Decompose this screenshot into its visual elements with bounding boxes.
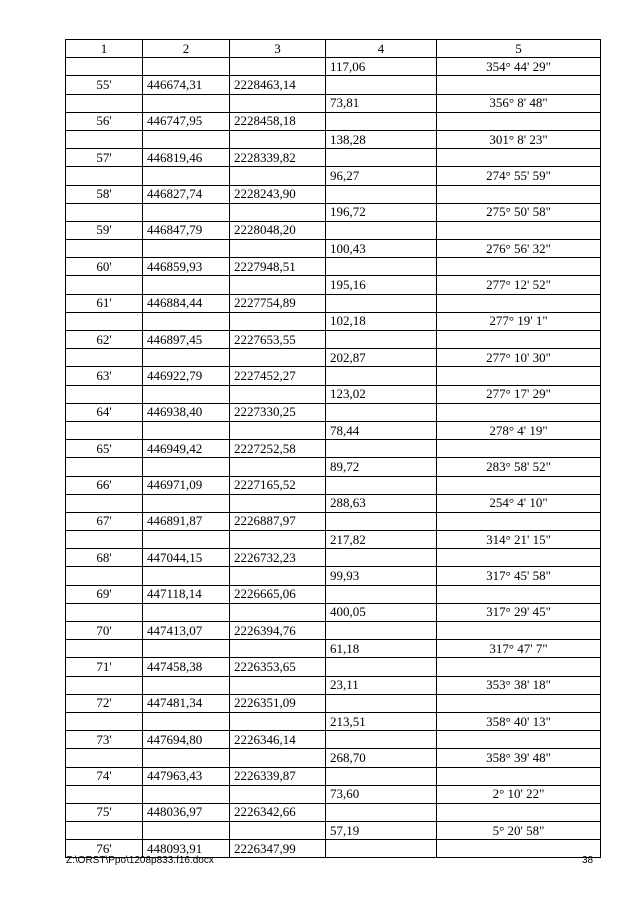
y-coordinate-cell: [230, 167, 326, 185]
bearing-cell: 317° 45' 58": [437, 567, 601, 585]
bearing-cell: 277° 17' 29": [437, 385, 601, 403]
x-coordinate-cell: 446827,74: [143, 185, 230, 203]
point-cell: [66, 349, 143, 367]
bearing-cell: [437, 76, 601, 94]
point-cell: [66, 494, 143, 512]
y-coordinate-cell: [230, 567, 326, 585]
bearing-cell: 283° 58' 52": [437, 458, 601, 476]
table-row: [66, 494, 601, 512]
table-row: [66, 167, 601, 185]
table-row: [66, 94, 601, 112]
bearing-cell: 353° 38' 18": [437, 676, 601, 694]
distance-cell: 123,02: [326, 385, 437, 403]
table-row: [66, 694, 601, 712]
point-cell: 75': [66, 803, 143, 821]
y-coordinate-cell: 2227653,55: [230, 331, 326, 349]
x-coordinate-cell: 446674,31: [143, 76, 230, 94]
distance-cell: 213,51: [326, 712, 437, 730]
bearing-cell: 275° 50' 58": [437, 203, 601, 221]
distance-cell: 57,19: [326, 822, 437, 840]
column-header-bearing: 5: [437, 40, 601, 58]
point-cell: 59': [66, 221, 143, 239]
table-row: [66, 585, 601, 603]
distance-cell: 89,72: [326, 458, 437, 476]
x-coordinate-cell: [143, 312, 230, 330]
x-coordinate-cell: 446884,44: [143, 294, 230, 312]
page-number: 38: [582, 855, 594, 866]
x-coordinate-cell: [143, 640, 230, 658]
distance-cell: [326, 694, 437, 712]
distance-cell: 196,72: [326, 203, 437, 221]
distance-cell: [326, 731, 437, 749]
bearing-cell: [437, 694, 601, 712]
y-coordinate-cell: [230, 130, 326, 148]
bearing-cell: [437, 512, 601, 530]
table-row: [66, 203, 601, 221]
y-coordinate-cell: [230, 94, 326, 112]
distance-cell: [326, 221, 437, 239]
bearing-cell: 5° 20' 58": [437, 822, 601, 840]
y-coordinate-cell: [230, 749, 326, 767]
x-coordinate-cell: [143, 58, 230, 76]
point-cell: 64': [66, 403, 143, 421]
table-row: [66, 458, 601, 476]
point-cell: [66, 785, 143, 803]
x-coordinate-cell: 446971,09: [143, 476, 230, 494]
x-coordinate-cell: 446859,93: [143, 258, 230, 276]
x-coordinate-cell: 446747,95: [143, 112, 230, 130]
x-coordinate-cell: [143, 603, 230, 621]
x-coordinate-cell: 446891,87: [143, 512, 230, 530]
table-row: [66, 185, 601, 203]
y-coordinate-cell: [230, 385, 326, 403]
x-coordinate-cell: 447118,14: [143, 585, 230, 603]
bearing-cell: 276° 56' 32": [437, 240, 601, 258]
y-coordinate-cell: 2226351,09: [230, 694, 326, 712]
point-cell: 67': [66, 512, 143, 530]
x-coordinate-cell: [143, 785, 230, 803]
table-header-row: [66, 40, 601, 58]
distance-cell: 195,16: [326, 276, 437, 294]
distance-cell: 73,81: [326, 94, 437, 112]
x-coordinate-cell: [143, 130, 230, 148]
y-coordinate-cell: 2226732,23: [230, 549, 326, 567]
bearing-cell: [437, 549, 601, 567]
bearing-cell: [437, 294, 601, 312]
bearing-cell: 278° 4' 19": [437, 421, 601, 439]
distance-cell: 217,82: [326, 531, 437, 549]
x-coordinate-cell: [143, 167, 230, 185]
table-row: [66, 676, 601, 694]
distance-cell: [326, 840, 437, 858]
point-cell: 55': [66, 76, 143, 94]
table-row: [66, 712, 601, 730]
y-coordinate-cell: [230, 349, 326, 367]
distance-cell: [326, 403, 437, 421]
point-cell: [66, 676, 143, 694]
x-coordinate-cell: [143, 94, 230, 112]
bearing-cell: 317° 29' 45": [437, 603, 601, 621]
bearing-cell: [437, 403, 601, 421]
table-row: [66, 603, 601, 621]
table-row: [66, 549, 601, 567]
y-coordinate-cell: [230, 712, 326, 730]
distance-cell: [326, 185, 437, 203]
point-cell: 76': [66, 840, 143, 858]
bearing-cell: [437, 476, 601, 494]
x-coordinate-cell: [143, 240, 230, 258]
distance-cell: [326, 803, 437, 821]
y-coordinate-cell: [230, 203, 326, 221]
point-cell: 70': [66, 622, 143, 640]
point-cell: 71': [66, 658, 143, 676]
x-coordinate-cell: 447458,38: [143, 658, 230, 676]
distance-cell: 73,60: [326, 785, 437, 803]
table-row: [66, 403, 601, 421]
bearing-cell: [437, 658, 601, 676]
distance-cell: [326, 476, 437, 494]
x-coordinate-cell: [143, 349, 230, 367]
x-coordinate-cell: 446922,79: [143, 367, 230, 385]
table-row: [66, 658, 601, 676]
point-cell: 73': [66, 731, 143, 749]
table-row: [66, 258, 601, 276]
point-cell: [66, 312, 143, 330]
x-coordinate-cell: 447963,43: [143, 767, 230, 785]
bearing-cell: [437, 731, 601, 749]
x-coordinate-cell: 446847,79: [143, 221, 230, 239]
bearing-cell: 358° 39' 48": [437, 749, 601, 767]
x-coordinate-cell: [143, 276, 230, 294]
y-coordinate-cell: 2226887,97: [230, 512, 326, 530]
point-cell: [66, 749, 143, 767]
point-cell: 56': [66, 112, 143, 130]
x-coordinate-cell: [143, 385, 230, 403]
y-coordinate-cell: 2228458,18: [230, 112, 326, 130]
distance-cell: [326, 149, 437, 167]
bearing-cell: [437, 622, 601, 640]
distance-cell: 23,11: [326, 676, 437, 694]
y-coordinate-cell: [230, 58, 326, 76]
table-row: [66, 640, 601, 658]
bearing-cell: [437, 367, 601, 385]
distance-cell: [326, 258, 437, 276]
table-row: [66, 349, 601, 367]
point-cell: [66, 640, 143, 658]
bearing-cell: [437, 185, 601, 203]
x-coordinate-cell: 446949,42: [143, 440, 230, 458]
table-row: [66, 531, 601, 549]
column-header-point: 1: [66, 40, 143, 58]
bearing-cell: 277° 10' 30": [437, 349, 601, 367]
bearing-cell: 356° 8' 48": [437, 94, 601, 112]
distance-cell: [326, 767, 437, 785]
distance-cell: [326, 440, 437, 458]
point-cell: [66, 531, 143, 549]
point-cell: 74': [66, 767, 143, 785]
y-coordinate-cell: [230, 421, 326, 439]
point-cell: [66, 603, 143, 621]
point-cell: [66, 167, 143, 185]
bearing-cell: [437, 258, 601, 276]
bearing-cell: 254° 4' 10": [437, 494, 601, 512]
point-cell: [66, 712, 143, 730]
y-coordinate-cell: 2228339,82: [230, 149, 326, 167]
bearing-cell: [437, 112, 601, 130]
point-cell: [66, 203, 143, 221]
table-row: [66, 767, 601, 785]
distance-cell: [326, 294, 437, 312]
y-coordinate-cell: [230, 458, 326, 476]
point-cell: 60': [66, 258, 143, 276]
table-row: [66, 149, 601, 167]
y-coordinate-cell: [230, 240, 326, 258]
point-cell: [66, 421, 143, 439]
distance-cell: 96,27: [326, 167, 437, 185]
point-cell: 58': [66, 185, 143, 203]
bearing-cell: 274° 55' 59": [437, 167, 601, 185]
bearing-cell: [437, 585, 601, 603]
point-cell: 61': [66, 294, 143, 312]
x-coordinate-cell: [143, 749, 230, 767]
x-coordinate-cell: [143, 676, 230, 694]
y-coordinate-cell: 2228463,14: [230, 76, 326, 94]
y-coordinate-cell: [230, 822, 326, 840]
point-cell: 57': [66, 149, 143, 167]
table-row: [66, 385, 601, 403]
table-row: [66, 112, 601, 130]
y-coordinate-cell: [230, 785, 326, 803]
point-cell: 66': [66, 476, 143, 494]
bearing-cell: 354° 44' 29": [437, 58, 601, 76]
point-cell: 69': [66, 585, 143, 603]
point-cell: 68': [66, 549, 143, 567]
table-row: [66, 785, 601, 803]
bearing-cell: 314° 21' 15": [437, 531, 601, 549]
table-row: [66, 622, 601, 640]
y-coordinate-cell: 2226346,14: [230, 731, 326, 749]
x-coordinate-cell: [143, 203, 230, 221]
y-coordinate-cell: [230, 603, 326, 621]
bearing-cell: [437, 331, 601, 349]
table-row: [66, 749, 601, 767]
distance-cell: 138,28: [326, 130, 437, 148]
y-coordinate-cell: [230, 494, 326, 512]
distance-cell: 117,06: [326, 58, 437, 76]
x-coordinate-cell: 446819,46: [143, 149, 230, 167]
table-row: [66, 512, 601, 530]
y-coordinate-cell: 2226342,66: [230, 803, 326, 821]
table-row: [66, 731, 601, 749]
distance-cell: 100,43: [326, 240, 437, 258]
point-cell: [66, 458, 143, 476]
y-coordinate-cell: 2227252,58: [230, 440, 326, 458]
x-coordinate-cell: 446938,40: [143, 403, 230, 421]
table-row: [66, 803, 601, 821]
table-body: [66, 58, 601, 858]
x-coordinate-cell: 447044,15: [143, 549, 230, 567]
point-cell: 72': [66, 694, 143, 712]
bearing-cell: [437, 221, 601, 239]
x-coordinate-cell: [143, 494, 230, 512]
bearing-cell: 317° 47' 7": [437, 640, 601, 658]
distance-cell: 268,70: [326, 749, 437, 767]
y-coordinate-cell: 2228243,90: [230, 185, 326, 203]
table-row: [66, 76, 601, 94]
bearing-cell: [437, 840, 601, 858]
y-coordinate-cell: 2227948,51: [230, 258, 326, 276]
footer-file-path: Z:\ORST\Ppo\1208p833.f16.docx: [66, 855, 214, 866]
distance-cell: [326, 112, 437, 130]
table-row: [66, 240, 601, 258]
x-coordinate-cell: 447694,80: [143, 731, 230, 749]
x-coordinate-cell: [143, 421, 230, 439]
x-coordinate-cell: 447413,07: [143, 622, 230, 640]
table-row: [66, 58, 601, 76]
x-coordinate-cell: [143, 712, 230, 730]
x-coordinate-cell: [143, 567, 230, 585]
table-row: [66, 221, 601, 239]
y-coordinate-cell: 2227165,52: [230, 476, 326, 494]
table-row: [66, 312, 601, 330]
point-cell: [66, 130, 143, 148]
bearing-cell: [437, 803, 601, 821]
y-coordinate-cell: [230, 531, 326, 549]
bearing-cell: 2° 10' 22": [437, 785, 601, 803]
y-coordinate-cell: 2226353,65: [230, 658, 326, 676]
point-cell: 65': [66, 440, 143, 458]
y-coordinate-cell: [230, 640, 326, 658]
x-coordinate-cell: 448036,97: [143, 803, 230, 821]
x-coordinate-cell: 446897,45: [143, 331, 230, 349]
bearing-cell: 301° 8' 23": [437, 130, 601, 148]
column-header-x: 2: [143, 40, 230, 58]
point-cell: [66, 94, 143, 112]
point-cell: [66, 58, 143, 76]
y-coordinate-cell: 2226339,87: [230, 767, 326, 785]
x-coordinate-cell: 448093,91: [143, 840, 230, 858]
point-cell: 63': [66, 367, 143, 385]
y-coordinate-cell: 2228048,20: [230, 221, 326, 239]
distance-cell: [326, 622, 437, 640]
y-coordinate-cell: [230, 676, 326, 694]
distance-cell: [326, 512, 437, 530]
bearing-cell: [437, 149, 601, 167]
x-coordinate-cell: [143, 822, 230, 840]
y-coordinate-cell: 2227330,25: [230, 403, 326, 421]
distance-cell: [326, 76, 437, 94]
column-header-distance: 4: [326, 40, 437, 58]
y-coordinate-cell: [230, 276, 326, 294]
distance-cell: 288,63: [326, 494, 437, 512]
x-coordinate-cell: [143, 531, 230, 549]
bearing-cell: 277° 19' 1": [437, 312, 601, 330]
y-coordinate-cell: 2226665,06: [230, 585, 326, 603]
y-coordinate-cell: 2226394,76: [230, 622, 326, 640]
table-row: [66, 331, 601, 349]
table-row: [66, 276, 601, 294]
distance-cell: 202,87: [326, 349, 437, 367]
point-cell: 62': [66, 331, 143, 349]
distance-cell: [326, 331, 437, 349]
y-coordinate-cell: 2227754,89: [230, 294, 326, 312]
point-cell: [66, 822, 143, 840]
table-row: [66, 130, 601, 148]
distance-cell: 99,93: [326, 567, 437, 585]
bearing-cell: 358° 40' 13": [437, 712, 601, 730]
y-coordinate-cell: 2226347,99: [230, 840, 326, 858]
distance-cell: 400,05: [326, 603, 437, 621]
point-cell: [66, 276, 143, 294]
table-row: [66, 367, 601, 385]
distance-cell: [326, 658, 437, 676]
distance-cell: 61,18: [326, 640, 437, 658]
coordinates-table: [65, 39, 601, 858]
table-row: [66, 822, 601, 840]
point-cell: [66, 240, 143, 258]
distance-cell: [326, 367, 437, 385]
table-row: [66, 476, 601, 494]
bearing-cell: 277° 12' 52": [437, 276, 601, 294]
table-row: [66, 567, 601, 585]
table-row: [66, 440, 601, 458]
y-coordinate-cell: 2227452,27: [230, 367, 326, 385]
point-cell: [66, 385, 143, 403]
column-header-y: 3: [230, 40, 326, 58]
distance-cell: [326, 585, 437, 603]
distance-cell: 102,18: [326, 312, 437, 330]
bearing-cell: [437, 440, 601, 458]
table-row: [66, 294, 601, 312]
x-coordinate-cell: [143, 458, 230, 476]
distance-cell: [326, 549, 437, 567]
distance-cell: 78,44: [326, 421, 437, 439]
point-cell: [66, 567, 143, 585]
x-coordinate-cell: 447481,34: [143, 694, 230, 712]
bearing-cell: [437, 767, 601, 785]
table-row: [66, 421, 601, 439]
y-coordinate-cell: [230, 312, 326, 330]
